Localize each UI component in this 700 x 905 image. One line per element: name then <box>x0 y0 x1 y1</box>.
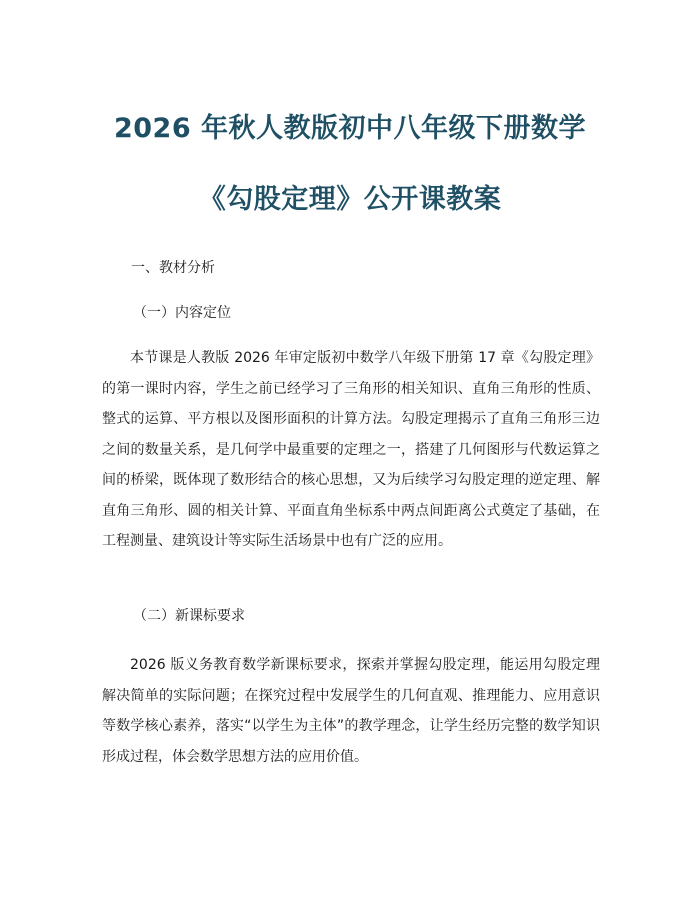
paragraph-curriculum-requirements: 2026 版义务教育数学新课标要求，探索并掌握勾股定理，能运用勾股定理解决简单的实际问题；在探究过程中发展学生的几何直观、推理能力、应用意识等数学核心素养，落实“以学生为主体”的教学理念，让学生经历完整的数学知识形成过程，体会数学思想方法的应用价值。 <box>102 657 600 765</box>
section-heading-textbook-analysis: 一、教材分析 <box>131 260 215 276</box>
document-title-line-1: 2026 年秋人教版初中八年级下册数学 <box>113 113 587 144</box>
document-title-line-2: 《勾股定理》公开课教案 <box>198 184 502 215</box>
subsection-heading-content-positioning: （一）内容定位 <box>133 305 231 321</box>
subsection-heading-curriculum-requirements: （二）新课标要求 <box>133 608 245 624</box>
paragraph-content-positioning: 本节课是人教版 2026 年审定版初中数学八年级下册第 17 章《勾股定理》的第一课时内容，学生之前已经学习了三角形的相关知识、直角三角形的性质、整式的运算、平方根以及图形面积的计算方法。勾股定理揭示了直角三角形三边之间的数量关系，是几何学中最重要的定理之一，搭建了几何图形与代数运算之间的桥梁，既体现了数形结合的核心思想，又为后续学习勾股定理的逆定理、解直角三角形、圆的相关计算、平面直角坐标系中两点间距离公式奠定了基础，在工程测量、建筑设计等实际生活场景中也有广泛的应用。 <box>102 350 600 549</box>
